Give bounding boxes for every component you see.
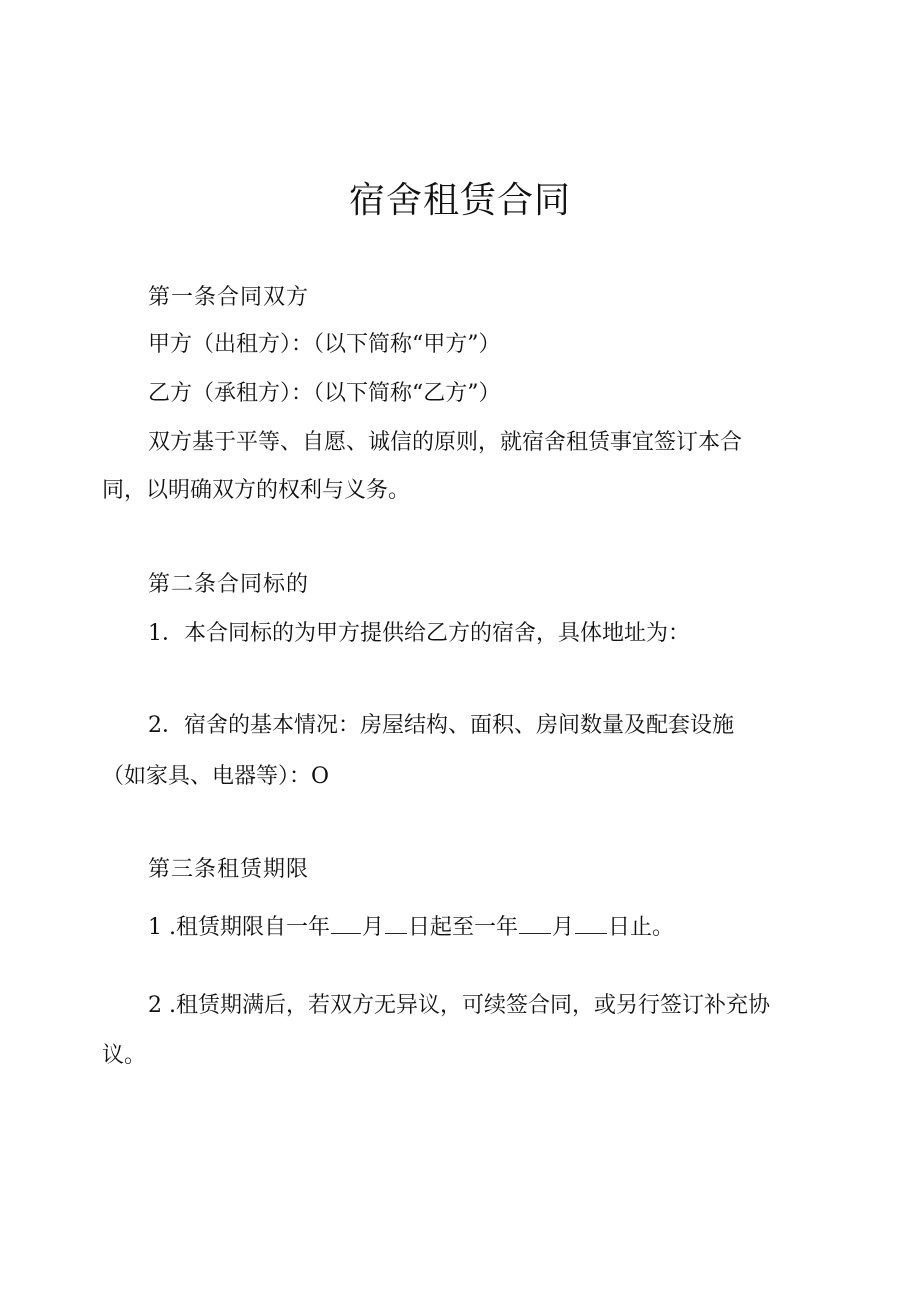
section-2-item-1: 1．本合同标的为甲方提供给乙方的宿舍，具体地址为： bbox=[148, 621, 690, 646]
intro-line-1: 双方基于平等、自愿、诚信的原则，就宿舍租赁事宜签订本合 bbox=[148, 430, 743, 455]
lease-start-month: 月 bbox=[361, 915, 384, 940]
lease-end-day: 日止。 bbox=[608, 915, 675, 940]
section-3-heading: 第三条租赁期限 bbox=[148, 857, 310, 882]
section-3-item-1 bbox=[148, 913, 674, 943]
year-end-blank bbox=[519, 913, 551, 934]
party-b-line: 乙方（承租方）：（以下简称“乙方”） bbox=[148, 381, 501, 406]
lease-end-month: 月 bbox=[552, 915, 575, 940]
document-title: 宿舍租赁合同 bbox=[348, 180, 571, 221]
month-start-blank bbox=[385, 913, 407, 934]
section-3-item-2-line-1: 2 .租赁期满后，若双方无异议，可续签合同，或另行签订补充协 bbox=[148, 993, 770, 1018]
section-3-item-2-line-2: 议。 bbox=[102, 1043, 147, 1068]
year-start-blank bbox=[331, 913, 361, 934]
party-a-line: 甲方（出租方）：（以下简称“甲方”） bbox=[148, 332, 501, 357]
lease-start-day: 日起至一年 bbox=[408, 915, 519, 940]
section-2-item-2-line-1: 2．宿舍的基本情况：房屋结构、面积、房间数量及配套设施 bbox=[148, 713, 734, 738]
section-2-item-2-line-2: （如家具、电器等）：O bbox=[102, 764, 330, 789]
section-2-heading: 第二条合同标的 bbox=[148, 572, 310, 597]
lease-term-prefix: 1 .租赁期限自一年 bbox=[148, 915, 330, 940]
section-1-heading: 第一条合同双方 bbox=[148, 285, 310, 310]
month-end-blank bbox=[575, 913, 607, 934]
intro-line-2: 同，以明确双方的权利与义务。 bbox=[102, 478, 411, 503]
